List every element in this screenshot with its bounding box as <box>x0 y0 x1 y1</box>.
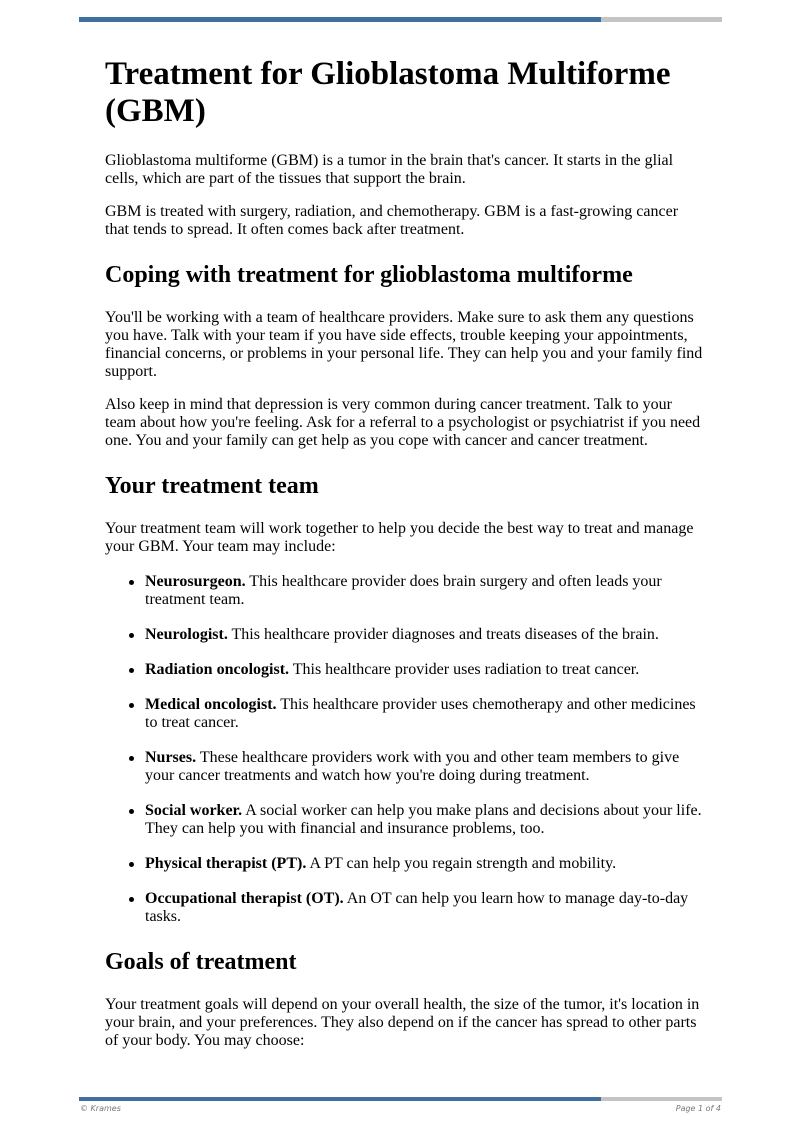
bottom-rule-accent <box>79 1097 601 1101</box>
list-item <box>105 749 705 785</box>
bullet-icon <box>129 862 134 867</box>
list-item <box>105 626 705 644</box>
footer-page-number: Page 1 of 4 <box>675 1104 721 1113</box>
team-intro: Your treatment team will work together to help you decide the best way to treat and manage your GBM. Your team may include: <box>105 520 694 555</box>
top-rule-track <box>601 17 722 22</box>
list-item <box>105 890 705 926</box>
list-item <box>105 802 705 838</box>
list-item-text: This healthcare provider does brain surgery and often leads your treatment team. <box>145 573 662 608</box>
list-item-text: These healthcare providers work with you and other team members to give your cancer treatments and watch how you're doing during treatment. <box>145 749 680 784</box>
bottom-rule <box>79 1097 722 1101</box>
bullet-icon <box>129 580 134 585</box>
list-item <box>105 855 705 873</box>
list-item-text: This healthcare provider diagnoses and treats diseases of the brain. <box>227 626 659 643</box>
coping-heading: Coping with treatment for glioblastoma multiforme <box>105 262 633 288</box>
list-item-term: Nurses. <box>145 749 197 766</box>
page-title: Treatment for Glioblastoma Multiforme (GBM) <box>105 56 671 129</box>
bullet-icon <box>129 809 134 814</box>
team-list <box>105 573 705 926</box>
top-rule <box>79 17 722 22</box>
list-item-text: This healthcare provider uses radiation to treat cancer. <box>289 661 640 678</box>
list-item <box>105 573 705 609</box>
list-item-term: Neurologist. <box>145 626 228 643</box>
list-item <box>105 661 705 679</box>
list-item-text: A social worker can help you make plans and decisions about your life. They can help you with financial and insurance problems, too. <box>145 802 702 837</box>
list-item-text: This healthcare provider uses chemotherapy and other medicines to treat cancer. <box>145 696 696 731</box>
list-item-term: Neurosurgeon. <box>145 573 246 590</box>
list-item-term: Social worker. <box>145 802 243 819</box>
bullet-icon <box>129 668 134 673</box>
footer-copyright: © Krames <box>80 1104 121 1113</box>
bullet-icon <box>129 897 134 902</box>
coping-paragraph-2: Also keep in mind that depression is very common during cancer treatment. Talk to your team about how you're feeling. Ask for a referral to a psychologist or psychiatrist if you need one. You and your family can get help as you cope with cancer and cancer treatment. <box>105 396 701 449</box>
list-item-text: An OT can help you learn how to manage day-to-day tasks. <box>145 890 689 925</box>
list-item-term: Medical oncologist. <box>145 696 277 713</box>
top-rule-accent <box>79 17 601 22</box>
document-body <box>105 56 705 1065</box>
bullet-icon <box>129 703 134 708</box>
intro-paragraph-1: Glioblastoma multiforme (GBM) is a tumor in the brain that's cancer. It starts in the glial cells, which are part of the tissues that support the brain. <box>105 152 674 187</box>
team-heading: Your treatment team <box>105 473 319 499</box>
list-item-term: Occupational therapist (OT). <box>145 890 344 907</box>
list-item-term: Physical therapist (PT). <box>145 855 307 872</box>
list-item-term: Radiation oncologist. <box>145 661 290 678</box>
bullet-icon <box>129 756 134 761</box>
goals-heading: Goals of treatment <box>105 949 297 975</box>
intro-paragraph-2: GBM is treated with surgery, radiation, and chemotherapy. GBM is a fast-growing cancer that tends to spread. It often comes back after treatment. <box>105 203 679 238</box>
goals-paragraph: Your treatment goals will depend on your overall health, the size of the tumor, it's location in your brain, and your preferences. They also depend on if the cancer has spread to other parts of your body. You may choose: <box>105 996 700 1049</box>
list-item-text: A PT can help you regain strength and mobility. <box>306 855 617 872</box>
coping-paragraph-1: You'll be working with a team of healthcare providers. Make sure to ask them any questions you have. Talk with your team if you have side effects, trouble keeping your appointments, financial concerns, or problems in your personal life. They can help you and your family find support. <box>105 309 703 380</box>
bottom-rule-track <box>601 1097 722 1101</box>
list-item <box>105 696 705 732</box>
bullet-icon <box>129 633 134 638</box>
